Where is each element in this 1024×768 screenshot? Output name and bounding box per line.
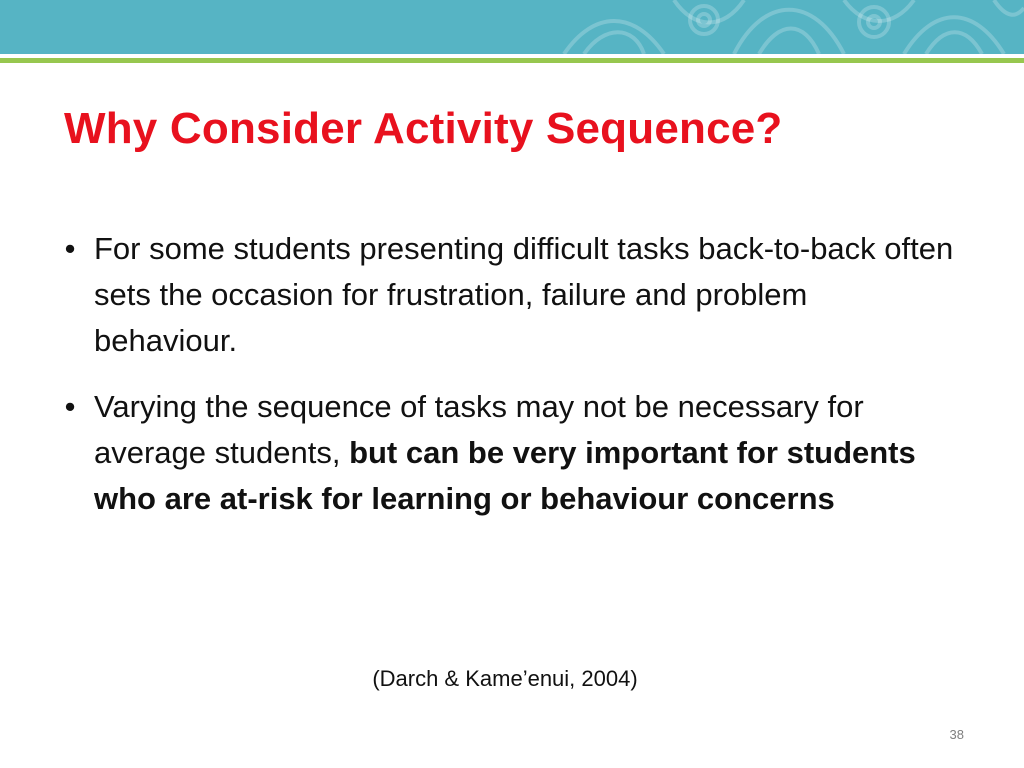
bullet-dot-icon: • (64, 389, 76, 424)
bullet-emphasis-text: but can be very important for students who are at-risk for learning or behaviour concerns (94, 435, 916, 516)
page-number: 38 (949, 727, 964, 742)
accent-rule (0, 58, 1024, 63)
slide-title: Why Consider Activity Sequence? (64, 104, 783, 153)
citation: (Darch & Kame’enui, 2004) (372, 666, 638, 691)
bullet-item (58, 226, 958, 364)
bullet-text: Varying the sequence of tasks may not be necessary for average students, (94, 389, 864, 470)
bullet-text: For some students presenting difficult tasks back-to-back often sets the occasion for frustration, failure and problem behaviour. (94, 231, 954, 358)
bullet-dot-icon: • (64, 231, 76, 266)
header-band (0, 0, 1024, 54)
bullet-list (58, 226, 958, 522)
koru-pattern-icon (554, 0, 1024, 54)
bullet-item (58, 384, 958, 522)
